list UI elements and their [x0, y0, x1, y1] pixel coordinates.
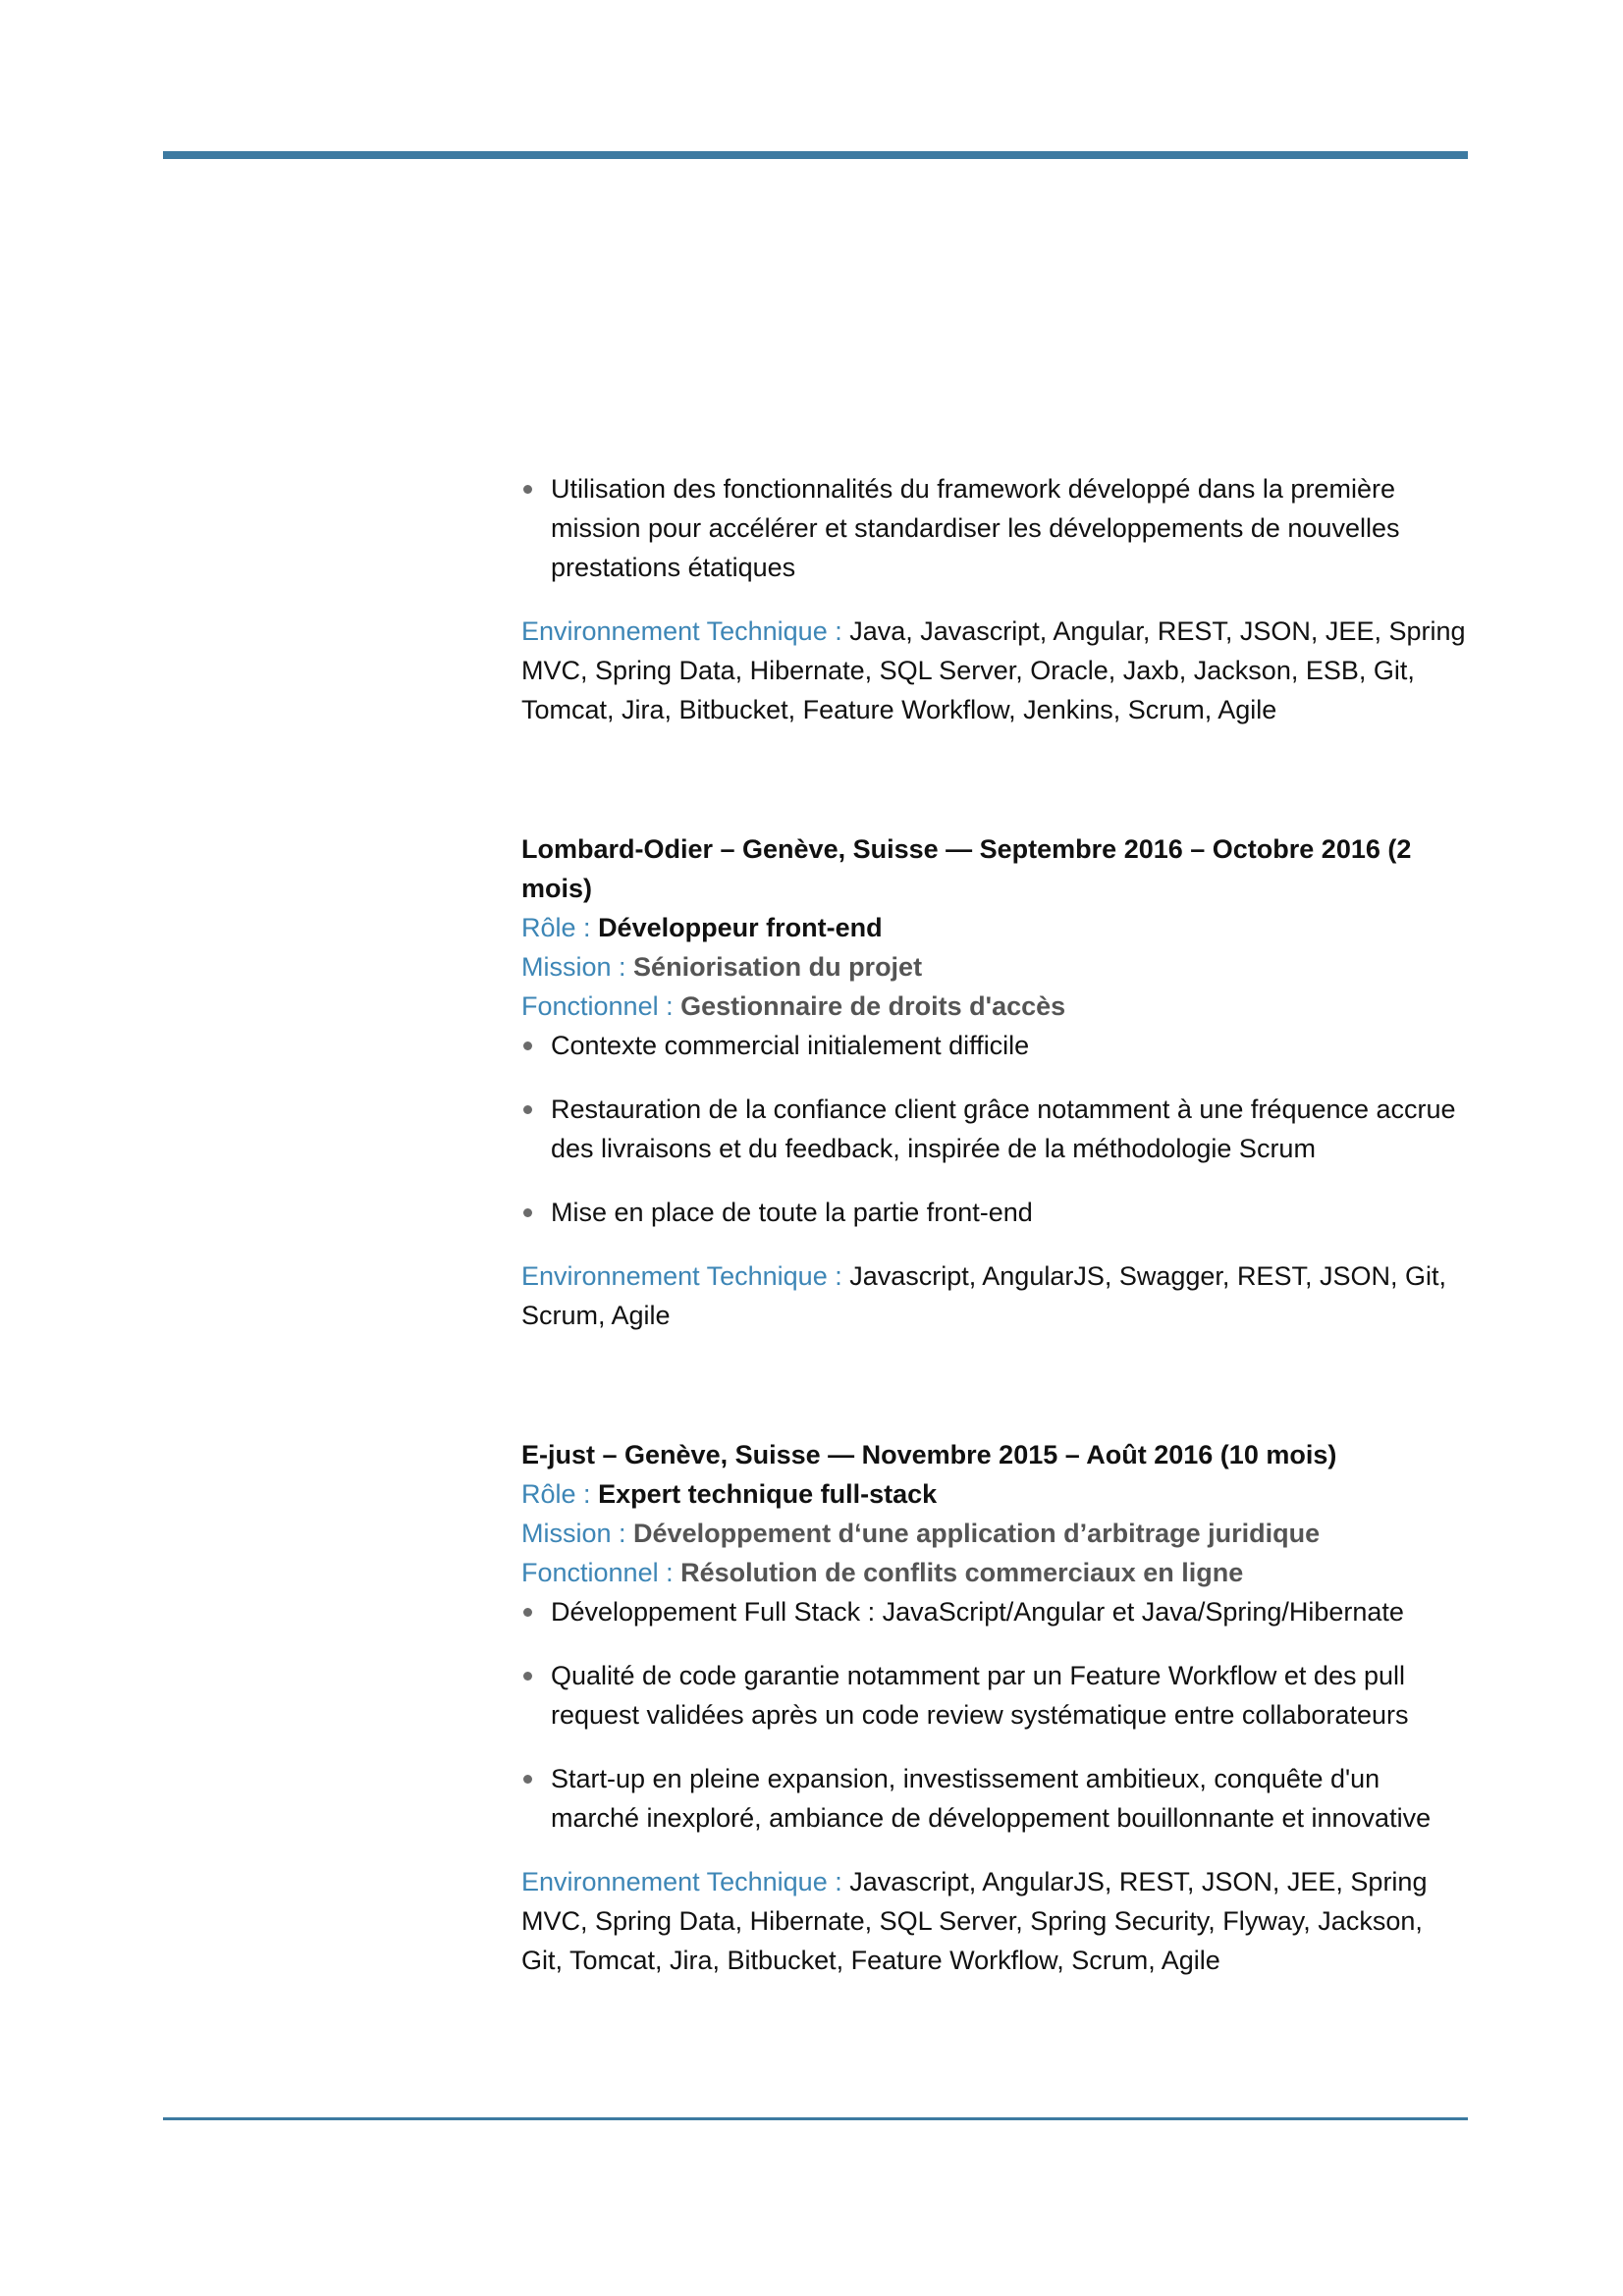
bullet-text: Mise en place de toute la partie front-end [551, 1198, 1033, 1227]
list-item [521, 1026, 1468, 1065]
list-item [521, 1592, 1468, 1631]
mission-label: Mission : [521, 952, 626, 982]
bullet-text: Utilisation des fonctionnalités du framework développé dans la première mission pour accélérer et standardiser les développements de nouvelles prestations étatiques [551, 474, 1400, 582]
functional-label: Fonctionnel : [521, 991, 674, 1021]
functional-line [521, 1553, 1468, 1592]
bullet-icon [523, 1672, 532, 1681]
environment-label: Environnement Technique : [521, 616, 842, 646]
environment-value: Java, Javascript, Angular, REST, JSON, JEE, Spring MVC, Spring Data, Hibernate, SQL Server, Oracle, Jaxb, Jackson, ESB, Git, Tomcat, Jira, Bitbucket, Feature Workflow, Jenkins, Scrum, Agile [521, 616, 1466, 724]
bullet-text: Développement Full Stack : JavaScript/Angular et Java/Spring/Hibernate [551, 1597, 1404, 1627]
mission-line [521, 1514, 1468, 1553]
bullet-icon [523, 1208, 532, 1217]
list-item [521, 1193, 1468, 1232]
environment-label: Environnement Technique : [521, 1867, 842, 1896]
job-header: Lombard-Odier – Genève, Suisse — Septembre 2016 – Octobre 2016 (2 mois) [521, 834, 1412, 903]
mission-value: Développement d‘une application d’arbitrage juridique [633, 1519, 1321, 1548]
environment-label: Environnement Technique : [521, 1261, 842, 1291]
role-value: Développeur front-end [598, 913, 883, 942]
cv-content [521, 469, 1468, 1980]
functional-label: Fonctionnel : [521, 1558, 674, 1587]
list-item [521, 1759, 1468, 1838]
bullet-icon [523, 1775, 532, 1784]
bullet-text: Restauration de la confiance client grâce notamment à une fréquence accrue des livraisons et du feedback, inspirée de la méthodologie Scrum [551, 1095, 1456, 1163]
role-label: Rôle : [521, 913, 591, 942]
bullet-icon [523, 485, 532, 494]
bullet-icon [523, 1041, 532, 1050]
job-header: E-just – Genève, Suisse — Novembre 2015 – Août 2016 (10 mois) [521, 1440, 1337, 1469]
list-item [521, 1656, 1468, 1735]
environment-line [521, 1862, 1468, 1980]
role-line [521, 1474, 1468, 1514]
mission-label: Mission : [521, 1519, 626, 1548]
top-rule [163, 151, 1468, 159]
environment-value: Javascript, AngularJS, Swagger, REST, JSON, Git, Scrum, Agile [521, 1261, 1446, 1330]
role-label: Rôle : [521, 1479, 591, 1509]
bullet-icon [523, 1608, 532, 1617]
functional-value: Résolution de conflits commerciaux en ligne [680, 1558, 1244, 1587]
bottom-rule [163, 2117, 1468, 2120]
bullet-text: Qualité de code garantie notamment par un Feature Workflow et des pull request validées après un code review systématique entre collaborateurs [551, 1661, 1409, 1730]
mission-line [521, 947, 1468, 987]
bullet-icon [523, 1105, 532, 1114]
functional-value: Gestionnaire de droits d'accès [680, 991, 1066, 1021]
bullet-text: Start-up en pleine expansion, investissement ambitieux, conquête d'un marché inexploré, ambiance de développement bouillonnante et innovative [551, 1764, 1432, 1833]
list-item [521, 1090, 1468, 1168]
role-line [521, 908, 1468, 947]
role-value: Expert technique full-stack [598, 1479, 938, 1509]
list-item [521, 469, 1468, 587]
environment-line [521, 1256, 1468, 1335]
mission-value: Séniorisation du projet [633, 952, 923, 982]
bullet-text: Contexte commercial initialement difficile [551, 1031, 1030, 1060]
environment-value: Javascript, AngularJS, REST, JSON, JEE, Spring MVC, Spring Data, Hibernate, SQL Server, Spring Security, Flyway, Jackson, Git, Tomcat, Jira, Bitbucket, Feature Workflow, Scrum, Agile [521, 1867, 1428, 1975]
environment-line [521, 612, 1468, 729]
functional-line [521, 987, 1468, 1026]
